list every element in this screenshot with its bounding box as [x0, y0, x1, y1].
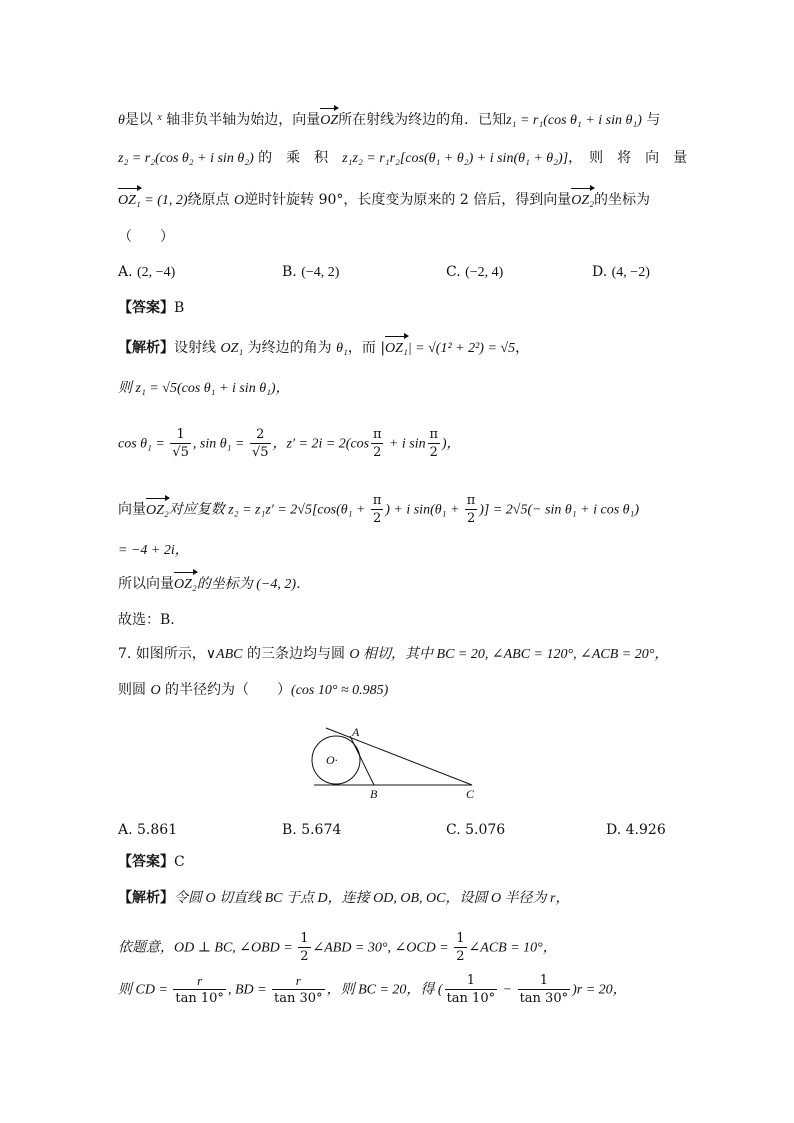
vector-oz2: OZ₂	[571, 191, 594, 211]
line-ab	[350, 736, 374, 785]
q6-blank: （ ）	[118, 229, 174, 245]
label-b: B	[370, 787, 378, 801]
theta-symbol: θ	[118, 113, 125, 128]
q6-solution-line-5: = −4 + 2i，	[118, 543, 189, 558]
label-a: A	[352, 725, 360, 739]
q6-solution-conclusion: 故选：B.	[118, 612, 175, 628]
q6-option-c: C. (−2, 4)	[446, 264, 504, 280]
q7-stem-line-1: 7. 如图所示，∨ABC 的三条边均与圆 O 相切，其中 BC = 20, ∠ABC = 120°, ∠ACB = 20°，	[118, 646, 669, 662]
q7-option-d: D. 4.926	[606, 822, 666, 838]
q7-solution-line-1: 【解析】令圆 O 切直线 BC 于点 D，连接 OD, OB, OC，设圆 O 半径为 r，	[118, 890, 570, 906]
q6-stem-line-3: OZ₁ = (1, 2)绕原点 O逆时针旋转 90°，长度变为原来的 2 倍后，得到向量OZ₂的坐标为	[118, 190, 650, 211]
triangle-incircle-figure	[300, 722, 490, 804]
q7-answer: 【答案】C	[118, 854, 185, 870]
q7-option-c: C. 5.076	[446, 822, 506, 838]
q6-answer: 【答案】B	[118, 300, 185, 316]
q6-stem-line-2: z₂ = r₂(cos θ₂ + i sin θ₂) 的 乘 积 z₁z₂ = r₁r₂[cos(θ₁ + θ₂) + i sin(θ₁ + θ₂)]， 则 将 向 量	[118, 150, 688, 166]
q7-option-a: A. 5.861	[118, 822, 178, 838]
q6-option-a: A. (2, −4)	[118, 264, 176, 280]
q6-stem-line-1: θ是以 $^x$ 轴非负半轴为始边，向量OZ所在射线为终边的角．已知z₁ = r₁(cos θ₁ + i sin θ₁) 与	[118, 108, 660, 131]
q7-option-b: B. 5.674	[282, 822, 342, 838]
q6-solution-line-6: 所以向量OZ₂的坐标为 (−4, 2)．	[118, 574, 310, 595]
line-ac	[326, 728, 472, 785]
label-c: C	[466, 787, 475, 801]
formula-product: z₁z₂ = r₁r₂[cos(θ₁ + θ₂) + i sin(θ₁ + θ₂)]	[342, 151, 569, 166]
q7-stem-line-2: 则圆 O 的半径约为（ ）(cos 10° ≈ 0.985)	[118, 682, 389, 698]
formula-z1: z₁ = r₁(cos θ₁ + i sin θ₁)	[506, 113, 642, 128]
q6-option-b: B. (−4, 2)	[282, 264, 340, 280]
q6-solution-line-1: 【解析】设射线 OZ₁ 为终边的角为 θ₁，而 |OZ₁| = √(1² + 2²) = √5，	[118, 338, 529, 359]
q7-solution-line-2: 依题意，OD ⊥ BC, ∠OBD = $\frac{1}{2}$ ∠ABD = 30°, ∠OCD = $\frac{1}{2}$ ∠ACB = 10°，	[118, 931, 557, 964]
q6-solution-line-2: 则 z₁ = √5(cos θ₁ + i sin θ₁)，	[118, 381, 290, 396]
vector-oz1: OZ₁	[118, 191, 141, 211]
vector-oz: OZ	[320, 111, 338, 131]
q6-solution-line-3: cos θ₁ = $\frac{1}{√5}$ , sin θ₁ = $\frac{2}{√5}$ ，z′ = 2i = 2(cos $\frac{\pi}{2}$ + i sin $\frac{\pi}{2}$ )，	[118, 427, 461, 460]
label-o: O·	[326, 753, 338, 767]
q6-option-d: D. (4, −2)	[592, 264, 650, 280]
formula-z2: z₂ = r₂(cos θ₂ + i sin θ₂)	[118, 151, 254, 166]
q7-solution-line-3: 则 CD = $\frac{r}{\tan 10^\circ}$ , BD = $\frac{r}{\tan 30^\circ}$ ，则 BC = 20，得 ( $\frac{1}{\tan 10^\circ}$ − $\frac{1}{\tan 30^\circ}$ )r = 20，	[118, 973, 627, 1006]
q6-solution-line-4: 向量OZ₂对应复数 z₂ = z₁z′ = 2√5[cos(θ₁ + $\frac{\pi}{2}$ ) + i sin(θ₁ + $\frac{\pi}{2}$ )] = 2√5(− sin θ₁ + i cos θ₁)	[118, 493, 640, 526]
